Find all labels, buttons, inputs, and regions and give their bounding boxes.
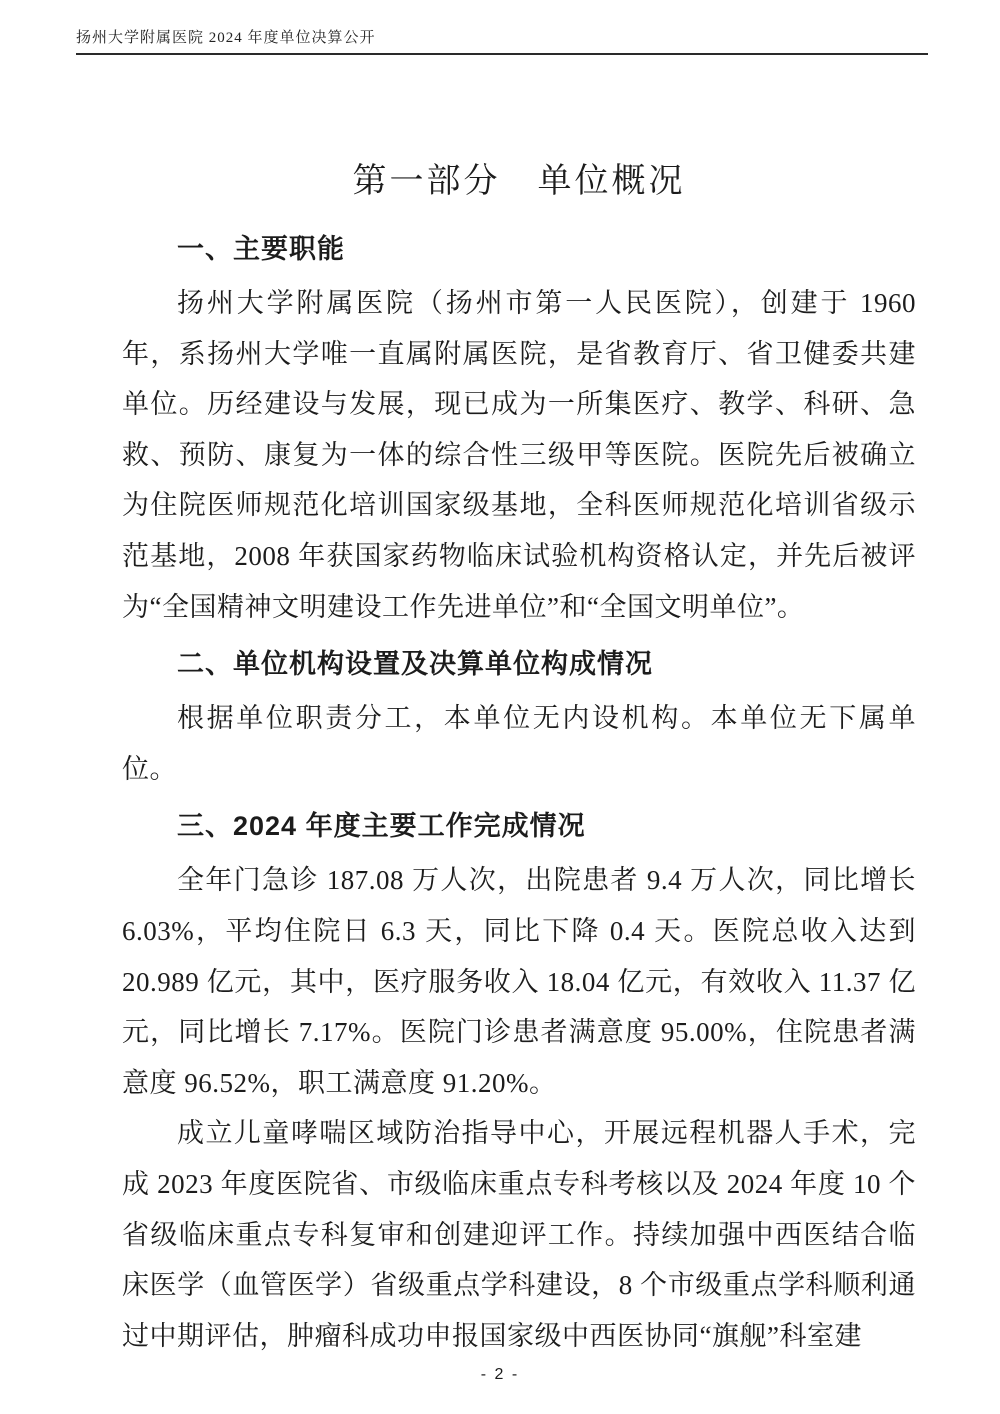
page-number: - 2 -: [480, 1366, 520, 1383]
running-header-text: 扬州大学附属医院 2024 年度单位决算公开: [76, 30, 376, 46]
section-2-paragraph: 根据单位职责分工，本单位无内设机构。本单位无下属单位。: [122, 703, 916, 784]
section-heading-1: 一、主要职能: [177, 234, 345, 264]
running-header: [76, 26, 928, 55]
document-body: [122, 158, 916, 1361]
section-3-paragraph-1: 全年门急诊 187.08 万人次，出院患者 9.4 万人次，同比增长 6.03%，平均住院日 6.3 天，同比下降 0.4 天。医院总收入达到 20.989 亿元，其中，医疗服务收入 18.04 亿元，有效收入 11.37 亿元，同比增长 7.17%。医院门诊患者满意度 95.00%，住院患者满意度 96.52%，职工满意度 91.20%。: [122, 865, 916, 1098]
section-1-paragraph: 扬州大学附属医院（扬州市第一人民医院），创建于 1960 年，系扬州大学唯一直属附属医院，是省教育厅、省卫健委共建单位。历经建设与发展，现已成为一所集医疗、教学、科研、急救、预防、康复为一体的综合性三级甲等医院。医院先后被确立为住院医师规范化培训国家级基地，全科医师规范化培训省级示范基地，2008 年获国家药物临床试验机构资格认定，并先后被评为“全国精神文明建设工作先进单位”和“全国文明单位”。: [122, 288, 916, 622]
section-heading-2: 二、单位机构设置及决算单位构成情况: [177, 649, 653, 680]
page-title: 第一部分 单位概况: [352, 163, 686, 200]
section-heading-3: 三、2024 年度主要工作完成情况: [177, 811, 586, 842]
section-3-paragraph-2: 成立儿童哮喘区域防治指导中心，开展远程机器人手术，完成 2023 年度医院省、市级临床重点专科考核以及 2024 年度 10 个省级临床重点专科复审和创建迎评工作。持续加强中西医结合临床医学（血管医学）省级重点学科建设，8 个市级重点学科顺利通过中期评估，肿瘤科成功申报国家级中西医协同“旗舰”科室建: [122, 1118, 916, 1351]
